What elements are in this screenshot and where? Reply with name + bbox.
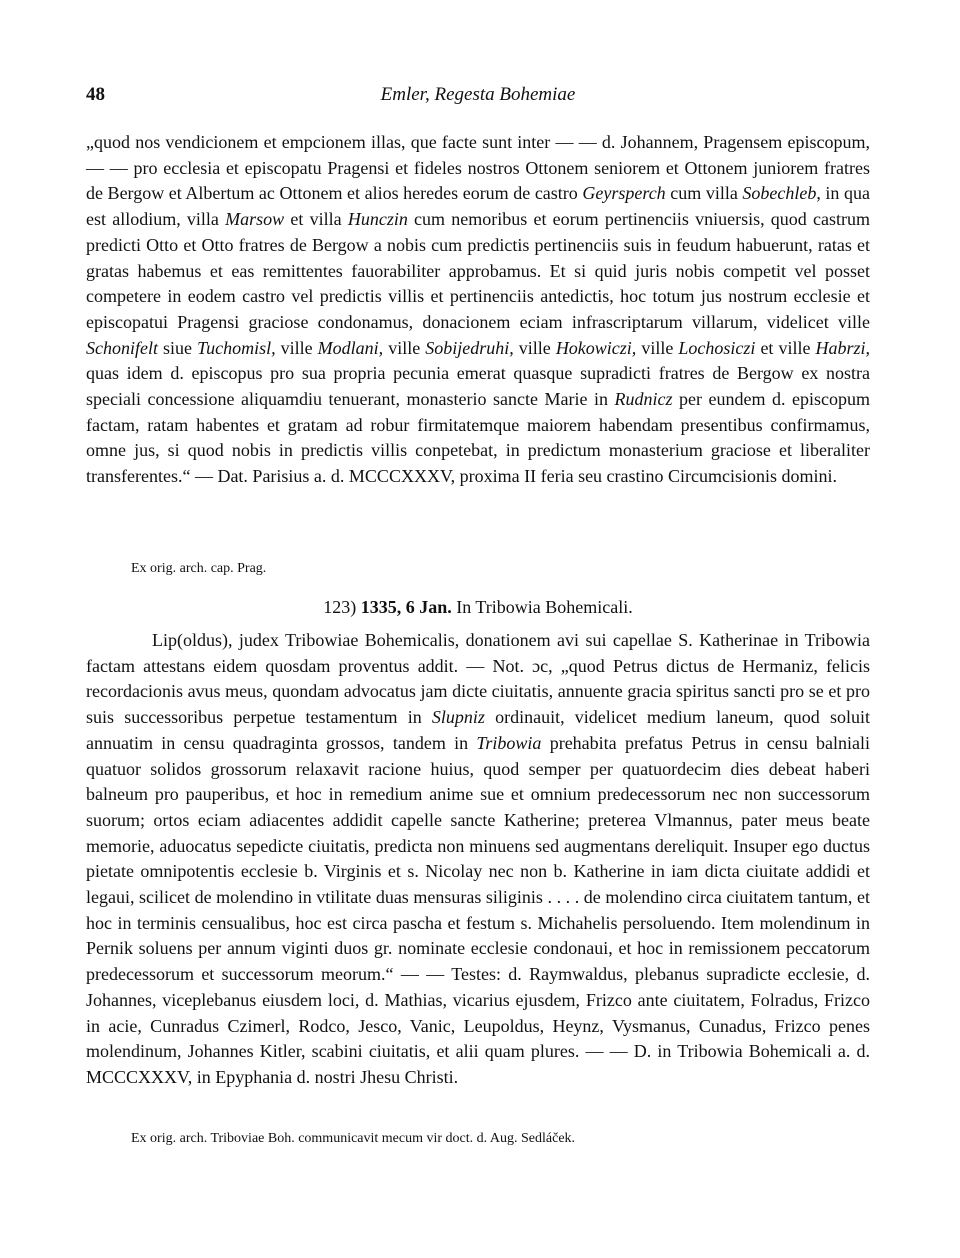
text-segment: ordinauit, videlicet medium laneum, quod soluit annuatim in censu quadraginta grossos, tandem in (86, 707, 870, 753)
text-segment: ville (383, 337, 426, 358)
text-segment: ville (513, 337, 556, 358)
place-name: Habrzi, (815, 337, 871, 358)
text-segment: ville (275, 337, 318, 358)
text-segment: per eundem d. episcopum factam, ratam habentes et gratam ad robur firmitatemque maiorem habendam presentibus confirmamus, omne jus, si quod nobis in predictis villis conpetebat, in predictum monasterium graciose et liberaliter transferentes.“ — Dat. Parisius a. d. MCCCXXXV, proxima II feria seu crastino Circumcisionis domini. (86, 389, 871, 487)
place-name: Lochosiczi (678, 337, 756, 358)
text-segment: cum villa (665, 183, 743, 204)
entry-text (86, 628, 870, 1091)
running-title: Emler, Regesta Bohemiae (380, 84, 576, 105)
entry-number: 123) (323, 597, 357, 617)
text-segment: Lip(oldus), judex Tribowiae Bohemicalis, donationem avi sui capellae S. Katherinae in Tribowia factam attestans eidem quosdam proventus addit. — Not. ɔc, „quod Petrus dictus de Hermaniz, felicis recordacionis avus meus, quondam advocatus jam dicte ciuitatis, annuente gracia spiritus sancti pro se et pro suis successoribus perpetue testamentum in (86, 630, 870, 728)
place-name: Tuchomisl, (197, 337, 276, 358)
source-note: Ex orig. arch. Triboviae Boh. communicavit mecum vir doct. d. Aug. Sedláček. (131, 1131, 576, 1146)
source-note: Ex orig. arch. cap. Prag. (131, 561, 267, 576)
text-segment: siue (157, 337, 198, 358)
place-name: Rudnicz (614, 389, 673, 410)
page-number: 48 (86, 84, 105, 105)
place-name: Slupniz (431, 707, 485, 728)
text-segment: cum nemoribus et eorum pertinenciis vniuersis, quod castrum predicti Otto et Otto fratres de Bergow a nobis cum predictis pertinenciis suis in feudum habuerunt, ratas et gratas habemus et eas remittentes fauorabiliter approbamus. Et si quid juris nobis competit vel posset competere in eodem castro vel predictis villis et pertinenciis antedictis, hoc totum jus nostrum ecclesie et episcopatui Pragensi graciose condonamus, donacionem eciam infrascriptarum villarum, videlicet ville (86, 209, 871, 332)
place-name: Tribowia (476, 732, 542, 753)
place-name: Hunczin (347, 209, 408, 230)
text-segment: „quod nos vendicionem et empcionem illas, que facte sunt inter — — d. Johannem, Pragensem episcopum, — — pro ecclesia et episcopatu Pragensi et fideles nostros Ottonem seniorem et Ottonem juniorem fratres de Bergow et Albertum ac Ottonem et alios heredes eorum de castro (86, 132, 870, 204)
page-header (86, 84, 870, 110)
entry-heading (86, 595, 870, 620)
text-segment: prehabita prefatus Petrus in censu balniali quatuor solidos grossorum relaxavit racione huius, quod semper per quatuordecim dies debeat haberi balneum pro pauperibus, et hoc in remedium anime sue et omnium predecessorum nec non successorum suorum; ortos eciam adiacentes addidit capelle sancte Katherine; preterea Vlmannus, pater meus beate memorie, aduocatus sepedicte ciuitatis, predicta non minuens sed augmentans dereliquit. Insuper ego ductus pietate omnipotentis ecclesie b. Virginis et s. Nicolay nec non b. Katherine in iam dicta ciuitate addidi et legaui, scilicet de molendino in vtilitate duas mensuras siliginis . . . . de molendino circa ciuitatem tantum, et hoc in terminis censualibus, hoc est circa pascha et festum s. Michahelis persoluendo. Item molendinum in Pernik soluens per annum viginti duos gr. nominate ecclesie condonaui, et hoc in remissionem peccatorum predecessorum et successorum meorum.“ — — Testes: d. Raymwaldus, plebanus supradicte ecclesie, d. Johannes, viceplebanus eiusdem loci, d. Mathias, vicarius ejusdem, Frizco ante ciuitatem, Folradus, Frizco in acie, Cunradus Czimerl, Rodco, Jesco, Vanic, Leupoldus, Heynz, Vysmanus, Cunadus, Frizco penes molendinum, Johannes Kitler, scabini ciuitatis, et alii quam plures. — — D. in Tribowia Bohemicali a. d. MCCCXXXV, in Epyphania d. nostri Jhesu Christi. (86, 732, 871, 1087)
entry-date: 1335, 6 Jan. (360, 597, 452, 617)
place-name: Hokowiczi, (555, 337, 637, 358)
place-name: Marsow (225, 209, 285, 230)
text-segment: quas idem d. episcopus pro sua propria pecunia emerat quasque supradicti fratres de Bergow ex nostra speciali concessione aliquamdiu tenuerant, monasterio sancte Marie in (86, 363, 870, 410)
text-segment: ville (636, 337, 679, 358)
place-name: Sobijedruhi, (425, 337, 514, 358)
text-segment: et ville (755, 337, 816, 358)
place-name: Modlani, (317, 337, 384, 358)
place-name: Sobechleb (742, 183, 817, 204)
entry-place: In Tribowia Bohemicali. (456, 597, 633, 617)
previous-entry-text (86, 130, 870, 490)
text-segment: , in qua est allodium, villa (86, 183, 870, 230)
text-segment: et villa (284, 209, 348, 230)
place-name: Geyrsperch (582, 183, 666, 204)
place-name: Schonifelt (86, 337, 158, 358)
